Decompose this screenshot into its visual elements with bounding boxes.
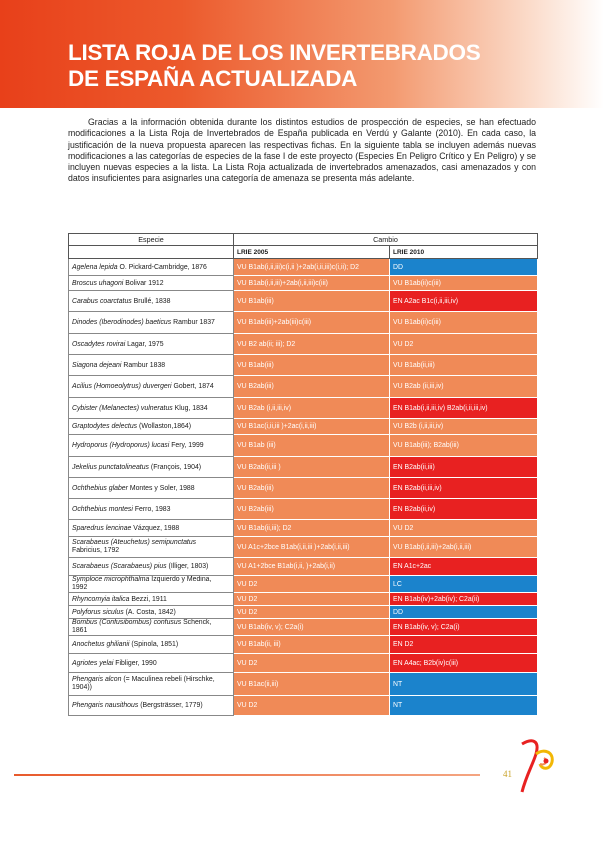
species-name: Scarabaeus (Ateuchetus) semipunctatus bbox=[72, 539, 197, 546]
species-cell bbox=[69, 673, 234, 696]
species-name: Dinodes (Iberodinodes) baeticus bbox=[72, 319, 172, 326]
category-2010-cell: EN B1ab(iv)+2ab(iv); C2a(ii) bbox=[390, 593, 538, 606]
header-cambio: Cambio bbox=[234, 234, 538, 246]
species-author: Izquierdo y Medina, bbox=[149, 576, 212, 583]
species-author: Klug, 1834 bbox=[172, 404, 208, 412]
category-2010-cell: VU D2 bbox=[390, 334, 538, 355]
species-cell bbox=[69, 576, 234, 593]
category-2010-cell: DD bbox=[390, 606, 538, 619]
category-2005-cell: VU D2 bbox=[234, 606, 390, 619]
category-2010-cell: DD bbox=[390, 259, 538, 276]
species-cell bbox=[69, 636, 234, 654]
category-2010-cell: EN A1c+2ac bbox=[390, 558, 538, 576]
category-2010-cell: VU D2 bbox=[390, 520, 538, 537]
species-cell bbox=[69, 398, 234, 419]
table-row bbox=[69, 537, 538, 558]
table-row bbox=[69, 654, 538, 673]
category-2010-cell: NT bbox=[390, 673, 538, 696]
category-2005-cell: VU B2ab(iii) bbox=[234, 478, 390, 499]
category-2005-cell: VU B1ab(ii,iii); D2 bbox=[234, 520, 390, 537]
category-2005-cell: VU D2 bbox=[234, 654, 390, 673]
table-row bbox=[69, 619, 538, 636]
header-lrie-2005: LRIE 2005 bbox=[234, 246, 390, 259]
species-name: Polyforus siculus bbox=[72, 608, 124, 616]
species-cell bbox=[69, 593, 234, 606]
species-cell bbox=[69, 537, 234, 558]
table-row bbox=[69, 334, 538, 355]
category-2005-cell: VU B1ac(ii,iii) bbox=[234, 673, 390, 696]
species-cell bbox=[69, 606, 234, 619]
species-author: Montes y Soler, 1988 bbox=[127, 484, 195, 492]
species-author-cont: 1861 bbox=[72, 627, 88, 634]
category-2005-cell: VU B1ab(iv, v); C2a(i) bbox=[234, 619, 390, 636]
category-2010-cell: EN B1ab(iv, v); C2a(i) bbox=[390, 619, 538, 636]
species-name: Carabus coarctatus bbox=[72, 297, 132, 305]
species-author: Brullé, 1838 bbox=[131, 297, 171, 305]
species-name: Ochthebius montesi bbox=[72, 505, 133, 513]
species-name: Symploce microphthalma bbox=[72, 576, 150, 583]
species-author: Rambur 1838 bbox=[121, 361, 166, 369]
species-author: (Bergsträsser, 1779) bbox=[138, 702, 203, 709]
species-cell bbox=[69, 259, 234, 276]
species-name: Bombus (Confusibombus) confusus bbox=[72, 619, 182, 626]
species-cell bbox=[69, 276, 234, 291]
species-author: O. Pickard-Cambridge, 1876 bbox=[117, 263, 207, 271]
table-row bbox=[69, 499, 538, 520]
table-row bbox=[69, 291, 538, 312]
category-2005-cell: VU B2 ab(ii; iii); D2 bbox=[234, 334, 390, 355]
category-2005-cell: VU B2ab(iii) bbox=[234, 376, 390, 398]
species-name: Anochetus ghilianii bbox=[72, 641, 130, 648]
category-2010-cell: EN B1ab(i,ii,iii,iv) B2ab(i,ii,iii,iv) bbox=[390, 398, 538, 419]
species-name: Sparedrus lencinae bbox=[72, 524, 132, 532]
species-author: Fibliger, 1990 bbox=[113, 659, 157, 667]
species-author: Schenck, bbox=[181, 619, 212, 626]
species-cell bbox=[69, 312, 234, 334]
species-author: Rambur 1837 bbox=[171, 319, 215, 326]
species-author: (Spinola, 1851) bbox=[129, 641, 179, 648]
species-cell bbox=[69, 478, 234, 499]
intro-paragraph: Gracias a la información obtenida durante los distintos estudios de prospección de especies, se han efectuado modificaciones a la Lista Roja de Invertebrados de España publicada en Verdú y Galante (2010). En cada caso, la justificación de la nueva propuesta aparecen las respectivas fichas. En la siguiente tabla se incluyen además nuevas modificaciones a las categorías de especies de la fase I de este proyecto (Especies En Peligro Crítico y En Peligro) y se incluyen nuevas especies a la lista. La Lista Roja actualizada de invertebrados amenazados, casi amenazados y con datos insuficientes para asignarles una categoría de amenaza se presenta más adelante. bbox=[68, 117, 536, 184]
table-row bbox=[69, 457, 538, 478]
species-name: Scarabaeus (Scarabaeus) pius bbox=[72, 563, 167, 570]
species-cell bbox=[69, 355, 234, 376]
page-title-line-2: DE ESPAÑA ACTUALIZADA bbox=[68, 66, 358, 91]
species-name: Phengaris alcon bbox=[72, 676, 122, 683]
category-2005-cell: VU B2ab(ii,iii ) bbox=[234, 457, 390, 478]
category-2010-cell: VU B1ab(i,ii,iii)+2ab(i,ii,iii) bbox=[390, 537, 538, 558]
page-number: 41 bbox=[503, 769, 512, 779]
species-author-cont: Fabricius, 1792 bbox=[72, 547, 120, 554]
category-2010-cell: VU B2ab (ii,iii,iv) bbox=[390, 376, 538, 398]
category-2010-cell: EN B2ab(ii,iii,iv) bbox=[390, 478, 538, 499]
table-row bbox=[69, 696, 538, 716]
species-cell bbox=[69, 334, 234, 355]
category-2005-cell: VU D2 bbox=[234, 576, 390, 593]
species-name: Agriotes yelai bbox=[72, 659, 114, 667]
species-cell bbox=[69, 499, 234, 520]
species-cell bbox=[69, 654, 234, 673]
category-2010-cell: EN B2ab(ii,iv) bbox=[390, 499, 538, 520]
species-author: Ferro, 1983 bbox=[132, 505, 171, 513]
category-2010-cell: VU B2b (i,ii,iii,iv) bbox=[390, 419, 538, 435]
category-2010-cell: NT bbox=[390, 696, 538, 716]
species-cell bbox=[69, 619, 234, 636]
table-row bbox=[69, 276, 538, 291]
category-2010-cell: VU B1ab(ii)c(iii) bbox=[390, 276, 538, 291]
species-author: Gobert, 1874 bbox=[171, 383, 214, 390]
table-row bbox=[69, 435, 538, 457]
species-cell bbox=[69, 435, 234, 457]
category-2005-cell: VU B2ab (i,ii,iii,iv) bbox=[234, 398, 390, 419]
category-2010-cell: VU B1ab(iii); B2ab(iii) bbox=[390, 435, 538, 457]
species-author-cont: 1992 bbox=[72, 584, 88, 591]
category-2005-cell: VU D2 bbox=[234, 696, 390, 716]
table-row bbox=[69, 478, 538, 499]
species-name: Cybister (Melanectes) vulneratus bbox=[72, 404, 173, 412]
species-author: Bolivar 1912 bbox=[123, 279, 164, 287]
table-row bbox=[69, 376, 538, 398]
category-2005-cell: VU B1ab (iii) bbox=[234, 435, 390, 457]
table-row bbox=[69, 259, 538, 276]
species-cell bbox=[69, 696, 234, 716]
category-2010-cell: EN A2ac B1c(i,ii,iii,iv) bbox=[390, 291, 538, 312]
table-row bbox=[69, 558, 538, 576]
species-name: Phengaris nausithous bbox=[72, 702, 139, 709]
species-author: Bezzi, 1911 bbox=[129, 595, 167, 603]
species-cell bbox=[69, 419, 234, 435]
footer-rule bbox=[14, 774, 480, 776]
category-2010-cell: LC bbox=[390, 576, 538, 593]
species-cell bbox=[69, 376, 234, 398]
species-cell bbox=[69, 291, 234, 312]
table-row bbox=[69, 355, 538, 376]
category-2005-cell: VU B1ab(iii) bbox=[234, 291, 390, 312]
species-author: (François, 1904) bbox=[149, 463, 202, 471]
species-name: Agelena lepida bbox=[72, 263, 118, 271]
species-author: Lagar, 1975 bbox=[125, 340, 164, 348]
page-title-line-1: LISTA ROJA DE LOS INVERTEBRADOS bbox=[68, 40, 481, 65]
category-2010-cell: EN A4ac; B2b(iv)c(iii) bbox=[390, 654, 538, 673]
species-name: Oscadytes rovirai bbox=[72, 340, 126, 348]
category-2005-cell: VU B1ab(iii) bbox=[234, 355, 390, 376]
species-name: Rhyncomyia italica bbox=[72, 595, 130, 603]
category-2005-cell: VU D2 bbox=[234, 593, 390, 606]
table-row bbox=[69, 636, 538, 654]
species-author: (Wollaston,1864) bbox=[137, 423, 192, 430]
species-name: Ochthebius glaber bbox=[72, 484, 128, 492]
category-2005-cell: VU B1ac(i,ii,iii )+2ac(i,ii,iii) bbox=[234, 419, 390, 435]
species-cell bbox=[69, 520, 234, 537]
species-author: (Illiger, 1803) bbox=[166, 563, 209, 570]
header-lrie-2010: LRIE 2010 bbox=[390, 246, 538, 259]
species-author: (A. Costa, 1842) bbox=[123, 608, 176, 616]
table-row bbox=[69, 419, 538, 435]
table-row bbox=[69, 520, 538, 537]
category-2005-cell: VU B1ab(i,ii,iii)c(i,ii )+2ab(i,ii,iii)c(i,ii); D2 bbox=[234, 259, 390, 276]
species-name: Acilius (Homoeolytrus) duvergeri bbox=[72, 383, 172, 390]
header-especie: Especie bbox=[69, 234, 234, 246]
table-row bbox=[69, 673, 538, 696]
species-name: Siagona dejeani bbox=[72, 361, 122, 369]
category-2005-cell: VU A1c+2bce B1ab(i,ii,iii )+2ab(i,ii,iii) bbox=[234, 537, 390, 558]
table-row bbox=[69, 576, 538, 593]
species-author-cont: 1904)) bbox=[72, 684, 92, 691]
category-2005-cell: VU B2ab(iii) bbox=[234, 499, 390, 520]
category-2005-cell: VU B1ab(i,ii,iii)+2ab(i,ii,iii)c(iii) bbox=[234, 276, 390, 291]
project-logo-icon bbox=[518, 736, 560, 798]
category-2010-cell: EN D2 bbox=[390, 636, 538, 654]
species-name: Hydroporus (Hydroporus) lucasi bbox=[72, 442, 170, 449]
category-2005-cell: VU B1ab(ii, iii) bbox=[234, 636, 390, 654]
table-row bbox=[69, 398, 538, 419]
category-2005-cell: VU A1+2bce B1ab(i,ii, )+2ab(i,ii) bbox=[234, 558, 390, 576]
red-list-table bbox=[68, 233, 538, 716]
category-2010-cell: EN B2ab(ii,iii) bbox=[390, 457, 538, 478]
category-2005-cell: VU B1ab(iii)+2ab(iii)c(iii) bbox=[234, 312, 390, 334]
species-cell bbox=[69, 457, 234, 478]
species-name: Jekelius punctatolineatus bbox=[72, 463, 149, 471]
species-author: (= Maculinea rebeli (Hirschke, bbox=[121, 676, 215, 683]
species-cell bbox=[69, 558, 234, 576]
category-2010-cell: VU B1ab(ii)c(iii) bbox=[390, 312, 538, 334]
species-name: Broscus uhagoni bbox=[72, 279, 124, 287]
species-name: Graptodytes delectus bbox=[72, 423, 138, 430]
table-row bbox=[69, 606, 538, 619]
table-row bbox=[69, 312, 538, 334]
category-2010-cell: VU B1ab(ii,iii) bbox=[390, 355, 538, 376]
species-author: Fery, 1999 bbox=[169, 442, 204, 449]
table-row bbox=[69, 593, 538, 606]
species-author: Vázquez, 1988 bbox=[131, 524, 180, 532]
header-blank bbox=[69, 246, 234, 259]
